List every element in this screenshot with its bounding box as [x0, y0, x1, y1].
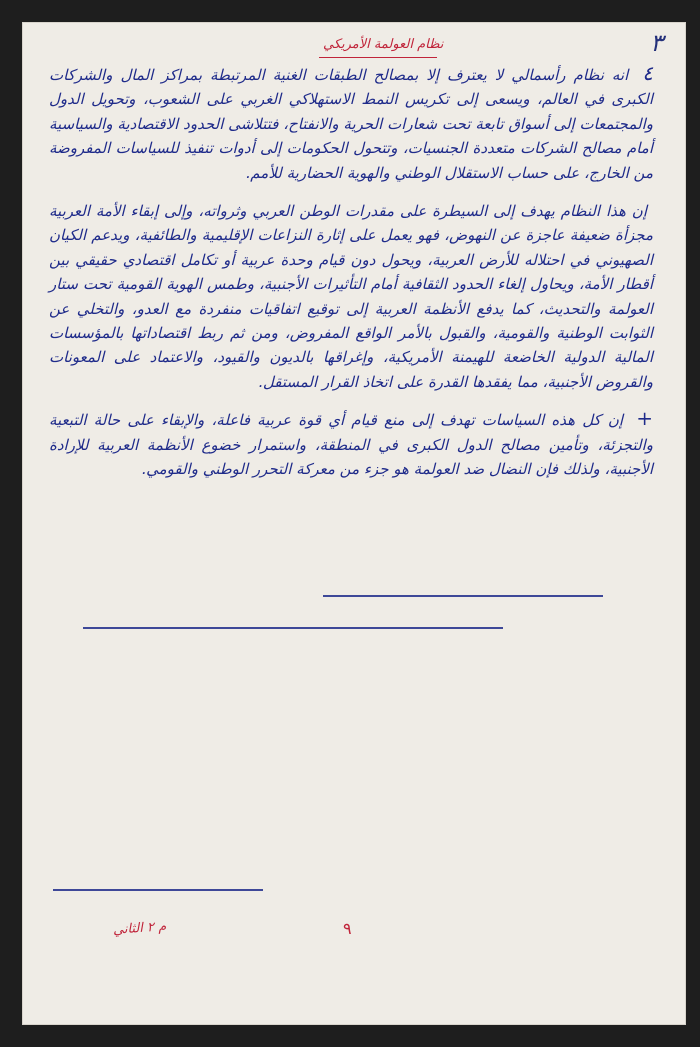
- paragraph-marker: +: [636, 406, 653, 431]
- red-footer-mark: ٩: [343, 919, 352, 938]
- strikethrough-line: [83, 627, 503, 629]
- paragraph-1: [49, 61, 653, 185]
- strikethrough-line: [53, 889, 263, 891]
- paragraph-text: إن كل هذه السياسات تهدف إلى منع قيام أي قوة عربية فاعلة، والإبقاء على حالة التبعية والتجزئة، وتأمين مصالح الدول الكبرى في المنطقة، واستمرار خضوع الأنظمة العربية للإرادة الأجنبية، ولذلك فإن النضال ضد العولمة هو جزء من معركة التحرر الوطني والقومي.: [49, 411, 653, 479]
- paragraph-marker: ٤: [642, 61, 653, 85]
- paragraph-2: [49, 197, 653, 394]
- header-note: نظام العولمة الأمريكي: [323, 37, 444, 52]
- red-signature-note: م ٢ الثاني: [112, 919, 167, 938]
- handwritten-text-block: [49, 61, 653, 494]
- manuscript-page: [22, 22, 686, 1025]
- paragraph-text: انه نظام رأسمالي لا يعترف إلا بمصالح الطبقات الغنية المرتبطة بمراكز المال والشركات الكبرى في العالم، ويسعى إلى تكريس النمط الاستهلاكي الغربي على الشعوب، وتحويل الدول والمجتمعات إلى أسواق تابعة تحت شعارات الحرية والانفتاح، فتتلاشى الحدود الاقتصادية والسياسية أمام مصالح الشركات متعددة الجنسيات، وتتحول الحكومات إلى أدوات تنفيذ للسياسات المفروضة من الخارج، على حساب الاستقلال الوطني والهوية الحضارية للأمم.: [49, 66, 653, 182]
- header-note-underline: [319, 57, 437, 58]
- page-number: ٣: [650, 29, 663, 57]
- paragraph-text: إن هذا النظام يهدف إلى السيطرة على مقدرات الوطن العربي وثرواته، وإلى إبقاء الأمة العربية مجزأة ضعيفة عاجزة عن النهوض، فهو يعمل على إثارة النزاعات الإقليمية والطائفية، ويدعم الكيان الصهيوني في احتلاله للأرض العربية، ويحول دون قيام وحدة عربية أو تكامل اقتصادي حقيقي بين أقطار الأمة، ويحاول إلغاء الحدود الثقافية أمام التأثيرات الأجنبية، وطمس الهوية القومية تحت ستار العولمة والتحديث، كما يدفع الأنظمة العربية إلى توقيع اتفاقيات منفردة مع العدو، والتخلي عن الثوابت الوطنية والقومية، والقبول بالأمر الواقع المفروض، ومن ثم ربط اقتصاداتها بالمؤسسات المالية الدولية الخاضعة للهيمنة الأمريكية، وإغراقها بالديون والقيود، والاعتماد على المعونات والقروض الأجنبية، مما يفقدها القدرة على اتخاذ القرار المستقل.: [49, 202, 653, 391]
- strikethrough-line: [323, 595, 603, 597]
- paragraph-3: [49, 406, 653, 481]
